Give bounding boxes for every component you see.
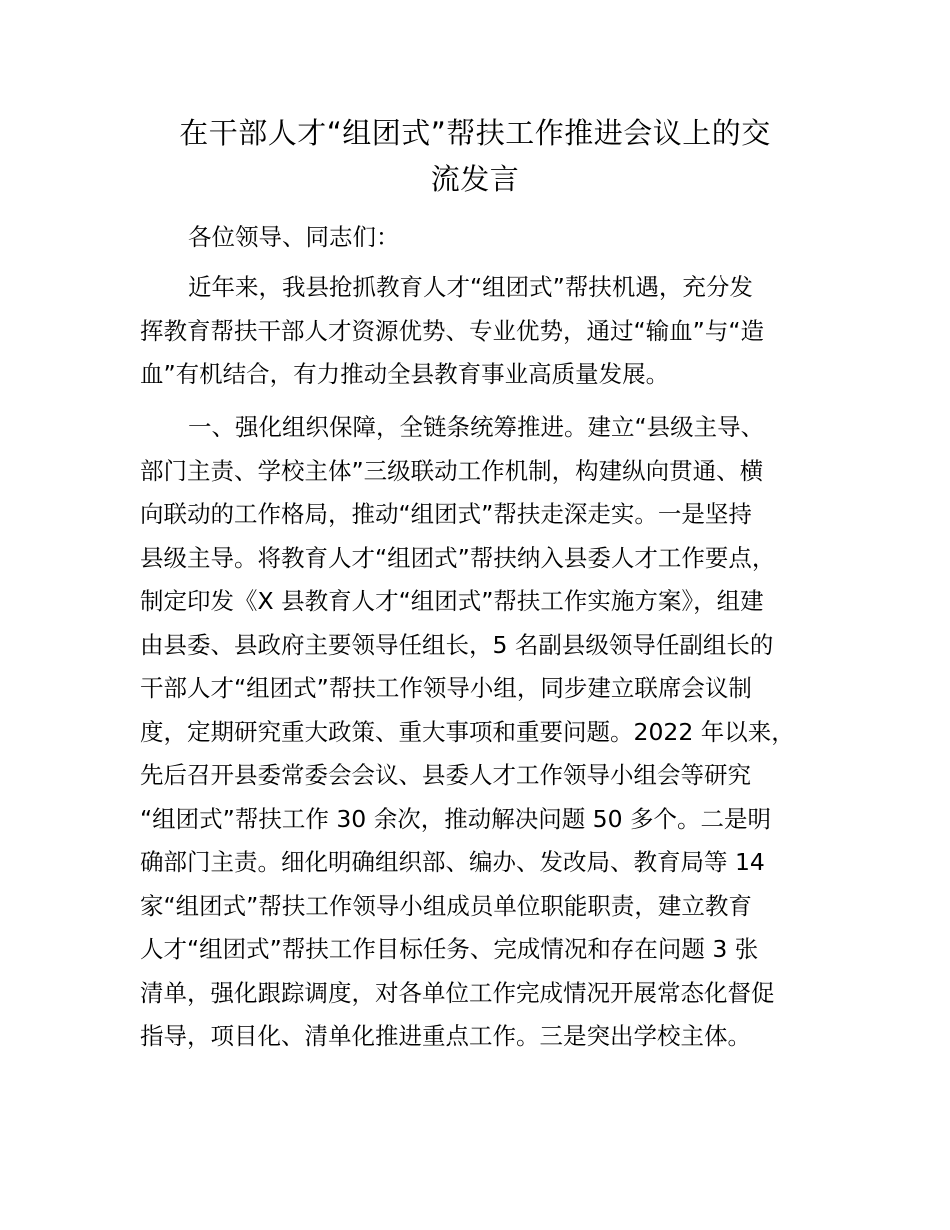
paragraph-line: “组团式”帮扶工作 30 余次，推动解决问题 50 多个。二是明 [140,804,772,833]
paragraph-line: 人才“组团式”帮扶工作目标任务、完成情况和存在问题 3 张 [140,935,759,963]
paragraph-line: 挥教育帮扶干部人才资源优势、专业优势，通过“输血”与“造 [140,316,765,345]
paragraph-line: 家“组团式”帮扶工作领导小组成员单位职能职责，建立教育 [140,891,752,920]
paragraph-line: 由县委、县政府主要领导任组长，5 名副县级领导任副组长的 [140,630,774,659]
paragraph-line: 一、强化组织保障，全链条统筹推进。建立“县级主导、 [188,413,765,441]
paragraph-line: 制定印发《X 县教育人才“组团式”帮扶工作实施方案》，组建 [140,587,764,615]
title-line-2: 流发言 [430,162,520,196]
paragraph-line: 指导，项目化、清单化推进重点工作。三是突出学校主体。 [140,1022,751,1050]
paragraph-line: 近年来，我县抢抓教育人才“组团式”帮扶机遇，充分发 [188,273,753,301]
paragraph-line: 血”有机结合，有力推动全县教育事业高质量发展。 [140,360,670,388]
paragraph-line: 部门主责、学校主体”三级联动工作机制，构建纵向贯通、横 [140,456,764,485]
paragraph-line: 度，定期研究重大政策、重大事项和重要问题。2022 年以来， [140,717,795,746]
paragraph-line: 确部门主责。细化明确组织部、编办、发改局、教育局等 14 [140,848,765,876]
paragraph-line: 干部人才“组团式”帮扶工作领导小组，同步建立联席会议制 [140,674,752,702]
document-title [140,110,810,202]
salutation-text: 各位领导、同志们： [188,223,400,251]
title-line-1: 在干部人才“组团式”帮扶工作推进会议上的交 [179,116,771,150]
paragraph-line: 先后召开县委常委会会议、县委人才工作领导小组会等研究 [140,761,751,789]
paragraph-line: 县级主导。将教育人才“组团式”帮扶纳入县委人才工作要点， [140,543,776,572]
paragraph-line: 向联动的工作格局，推动“组团式”帮扶走深走实。一是坚持 [140,500,752,528]
paragraph-line: 清单，强化跟踪调度，对各单位工作完成情况开展常态化督促 [140,978,775,1007]
